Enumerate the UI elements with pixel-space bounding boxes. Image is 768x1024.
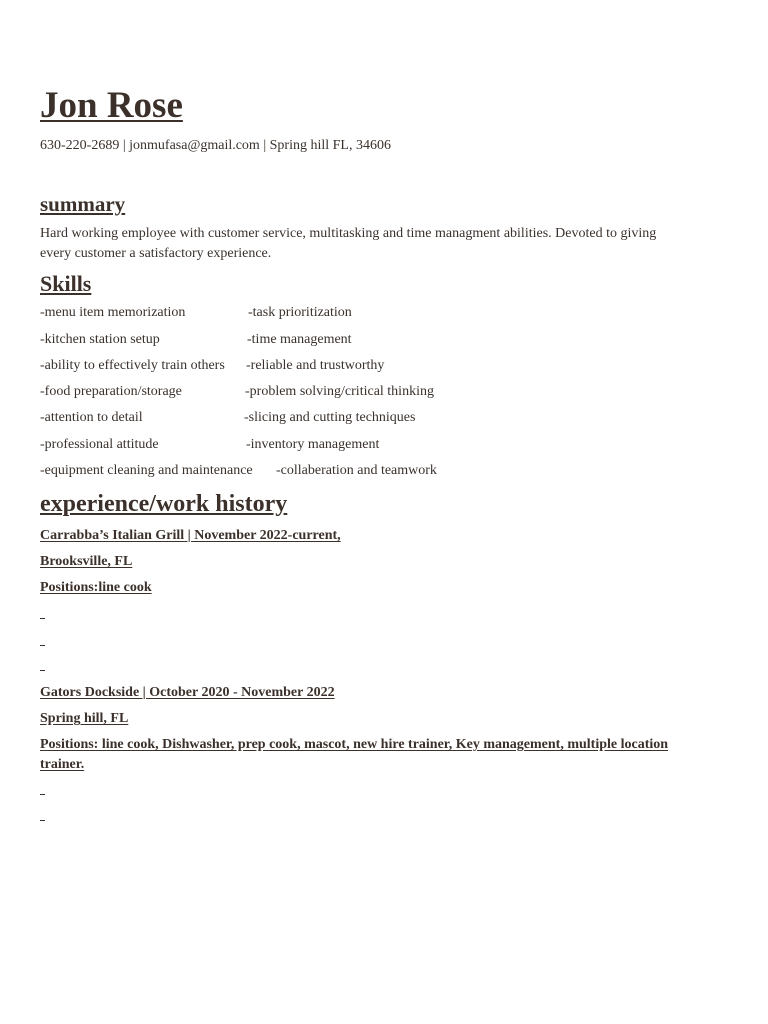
job-positions: Positions:line cook: [40, 580, 152, 595]
skill-item: -ability to effectively train others: [40, 358, 225, 373]
experience-heading: experience/work history: [40, 491, 288, 517]
skill-item: -professional attitude: [40, 437, 159, 452]
job-location: Spring hill, FL: [40, 711, 129, 726]
skill-item: -task prioritization: [248, 305, 352, 320]
skill-item: -inventory management: [246, 437, 380, 452]
empty-bullet: [40, 794, 45, 795]
empty-bullet: [40, 820, 45, 821]
skill-item: -menu item memorization: [40, 305, 186, 320]
contact-info: 630-220-2689 | jonmufasa@gmail.com | Spring hill FL, 34606: [40, 138, 391, 153]
skill-item: -slicing and cutting techniques: [244, 410, 416, 425]
job-title-line: Carrabba’s Italian Grill | November 2022-current,: [40, 528, 341, 543]
skill-item: -reliable and trustworthy: [246, 358, 385, 373]
skills-heading: Skills: [40, 271, 92, 296]
skill-item: -collaberation and teamwork: [276, 463, 437, 478]
skill-item: -attention to detail: [40, 410, 143, 425]
skill-item: -equipment cleaning and maintenance: [40, 463, 253, 478]
skill-item: -problem solving/critical thinking: [245, 384, 434, 399]
job-positions: Positions: line cook, Dishwasher, prep cook, mascot, new hire trainer, Key management, multiple location trainer.: [40, 737, 669, 772]
summary-heading: summary: [40, 192, 126, 216]
empty-bullet: [40, 670, 45, 671]
skill-item: -kitchen station setup: [40, 332, 160, 347]
job-title-line: Gators Dockside | October 2020 - November 2022: [40, 685, 335, 700]
skill-item: -time management: [247, 332, 352, 347]
empty-bullet: [40, 645, 45, 646]
empty-bullet: [40, 618, 45, 619]
skill-item: -food preparation/storage: [40, 384, 182, 399]
summary-text: Hard working employee with customer service, multitasking and time managment abilities. Devoted to giving every customer a satisfactory experience.: [40, 226, 657, 261]
job-location: Brooksville, FL: [40, 554, 133, 569]
resume-name: Jon Rose: [40, 85, 183, 126]
